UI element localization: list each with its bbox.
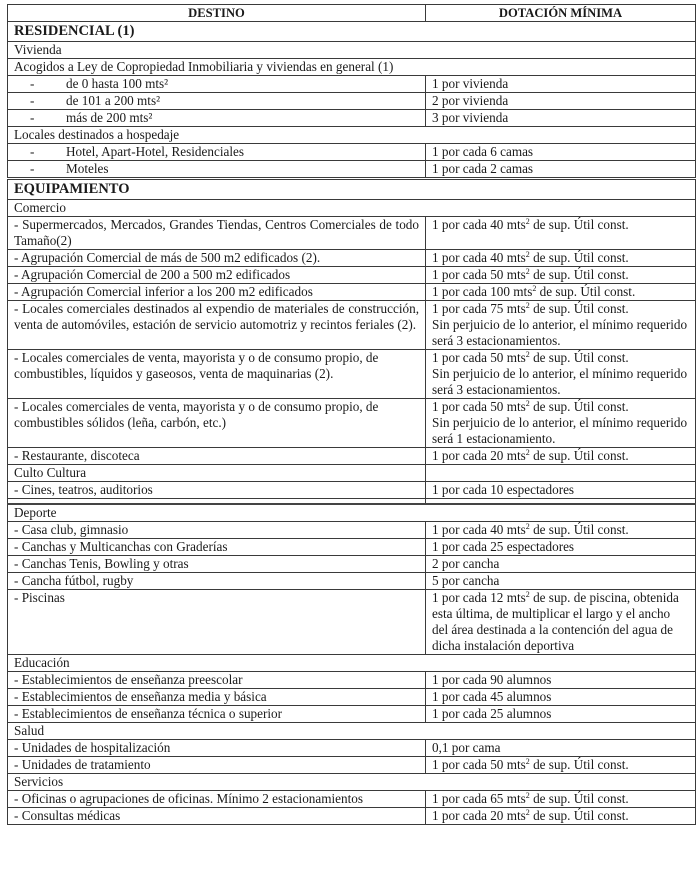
table-row: - más de 200 mts² 3 por vivienda: [8, 110, 696, 127]
destino-cell: - Casa club, gimnasio: [8, 522, 426, 539]
dotacion-cell: 1 por cada 25 espectadores: [426, 539, 696, 556]
destino-cell: - Oficinas o agrupaciones de oficinas. Mínimo 2 estacionamientos: [8, 791, 426, 808]
destino-cell: más de 200 mts²: [66, 110, 153, 125]
destino-cell: - Locales comerciales destinados al expendio de materiales de construcción, venta de automóviles, estación de servicio automotriz y recintos feriales (2).: [8, 301, 426, 350]
destino-cell: - Piscinas: [8, 590, 426, 655]
table-row: [8, 590, 696, 655]
dotacion-cell: 1 por cada 50 mts$^2$ de sup. Útil const.: [426, 267, 696, 284]
header-destino: DESTINO: [8, 5, 426, 22]
destino-cell: - Locales comerciales de venta, mayorista y o de consumo propio, de combustibles sólidos (leña, carbón, etc.): [8, 399, 426, 448]
group-label-educacion: Educación: [8, 655, 696, 672]
table-row: [8, 350, 696, 399]
table-row: - Hotel, Apart-Hotel, Residenciales 1 por cada 6 camas: [8, 144, 696, 161]
dotacion-cell: 1 por cada 50 mts$^2$ de sup. Útil const. Sin perjuicio de lo anterior, el mínimo requerido será 1 estacionamiento.: [426, 399, 696, 448]
destino-cell: - Unidades de hospitalización: [8, 740, 426, 757]
table-row: [8, 399, 696, 448]
group-label-vivienda: Vivienda: [8, 42, 696, 59]
table-row: [8, 740, 696, 757]
destino-cell: - Locales comerciales de venta, mayorista y o de consumo propio, de combustibles, líquidos y gaseosos, venta de maquinarias (2).: [8, 350, 426, 399]
destino-cell: Moteles: [66, 161, 109, 176]
residencial-table: [7, 4, 696, 178]
dotacion-cell: 1 por cada 2 camas: [426, 161, 696, 178]
destino-cell: - Cines, teatros, auditorios: [8, 482, 426, 499]
table-row: [8, 556, 696, 573]
group-sublabel-copropiedad: Acogidos a Ley de Copropiedad Inmobiliaria y viviendas en general (1): [8, 59, 696, 76]
dotacion-cell: 1 por cada 20 mts$^2$ de sup. Útil const.: [426, 448, 696, 465]
group-label-salud: Salud: [8, 723, 696, 740]
destino-cell: - Establecimientos de enseñanza técnica o superior: [8, 706, 426, 723]
equipamiento-table: [7, 179, 696, 825]
destino-cell: - Establecimientos de enseñanza media y básica: [8, 689, 426, 706]
group-label-comercio: Comercio: [8, 200, 696, 217]
header-dotacion: DOTACIÓN MÍNIMA: [426, 5, 696, 22]
dotacion-cell: 1 por cada 6 camas: [426, 144, 696, 161]
dotacion-cell: 1 por cada 50 mts$^2$ de sup. Útil const. Sin perjuicio de lo anterior, el mínimo requerido será 3 estacionamientos.: [426, 350, 696, 399]
destino-cell: - Consultas médicas: [8, 808, 426, 825]
table-row: [8, 672, 696, 689]
group-label-deporte: Deporte: [8, 504, 696, 522]
table-row: [8, 284, 696, 301]
table-row: [8, 522, 696, 539]
table-row: - de 0 hasta 100 mts² 1 por vivienda: [8, 76, 696, 93]
destino-cell: - Cancha fútbol, rugby: [8, 573, 426, 590]
dotacion-cell: 3 por vivienda: [426, 110, 696, 127]
group-label-servicios: Servicios: [8, 774, 696, 791]
dotacion-cell: 5 por cancha: [426, 573, 696, 590]
table-row: [8, 689, 696, 706]
table-row: [8, 301, 696, 350]
empty-cell: [426, 465, 696, 482]
dotacion-cell: 1 por cada 12 mts$^2$ de sup. de piscina, obtenida esta última, de multiplicar el largo y el ancho del área destinada a la contención del agua de dicha instalación deportiva: [426, 590, 696, 655]
dotacion-cell: 1 por cada 40 mts$^2$ de sup. Útil const.: [426, 522, 696, 539]
dotacion-cell: 1 por cada 90 alumnos: [426, 672, 696, 689]
dotacion-cell: 2 por cancha: [426, 556, 696, 573]
dotacion-cell: 1 por cada 20 mts$^2$ de sup. Útil const.: [426, 808, 696, 825]
group-label-hospedaje: Locales destinados a hospedaje: [8, 127, 696, 144]
table-row: [8, 808, 696, 825]
dotacion-cell: 0,1 por cama: [426, 740, 696, 757]
table-row: [8, 757, 696, 774]
table-row: [8, 573, 696, 590]
table-row: [8, 448, 696, 465]
table-row: [8, 706, 696, 723]
table-row: - Moteles 1 por cada 2 camas: [8, 161, 696, 178]
dotacion-cell: 1 por cada 10 espectadores: [426, 482, 696, 499]
dotacion-cell: 1 por cada 100 mts$^2$ de sup. Útil const.: [426, 284, 696, 301]
dotacion-cell: 1 por cada 75 mts$^2$ de sup. Útil const. Sin perjuicio de lo anterior, el mínimo requerido será 3 estacionamientos.: [426, 301, 696, 350]
destino-cell: - Agrupación Comercial de 200 a 500 m2 edificados: [8, 267, 426, 284]
section-title-residencial: RESIDENCIAL (1): [8, 22, 696, 42]
section-title-equipamiento: EQUIPAMIENTO: [8, 180, 696, 200]
destino-cell: - Canchas y Multicanchas con Graderías: [8, 539, 426, 556]
table-row: [8, 250, 696, 267]
destino-cell: - Establecimientos de enseñanza preescolar: [8, 672, 426, 689]
destino-cell: - Restaurante, discoteca: [8, 448, 426, 465]
destino-cell: - Unidades de tratamiento: [8, 757, 426, 774]
table-row: [8, 217, 696, 250]
table-row: - de 101 a 200 mts² 2 por vivienda: [8, 93, 696, 110]
destino-cell: Hotel, Apart-Hotel, Residenciales: [66, 144, 244, 159]
destino-cell: de 101 a 200 mts²: [66, 93, 161, 108]
table-row: [8, 267, 696, 284]
dotacion-cell: 1 por cada 25 alumnos: [426, 706, 696, 723]
dotacion-cell: 1 por cada 45 alumnos: [426, 689, 696, 706]
table-row: [8, 791, 696, 808]
destino-cell: de 0 hasta 100 mts²: [66, 76, 169, 91]
dotacion-cell: 2 por vivienda: [426, 93, 696, 110]
dotacion-cell: 1 por cada 40 mts$^2$ de sup. Útil const.: [426, 217, 696, 250]
destino-cell: - Canchas Tenis, Bowling y otras: [8, 556, 426, 573]
dotacion-cell: 1 por cada 50 mts$^2$ de sup. Útil const.: [426, 757, 696, 774]
table-row: [8, 539, 696, 556]
dotacion-cell: 1 por cada 40 mts$^2$ de sup. Útil const.: [426, 250, 696, 267]
dotacion-cell: 1 por vivienda: [426, 76, 696, 93]
dotacion-cell: 1 por cada 65 mts$^2$ de sup. Útil const.: [426, 791, 696, 808]
table-row: [8, 482, 696, 499]
destino-cell: - Agrupación Comercial de más de 500 m2 edificados (2).: [8, 250, 426, 267]
destino-cell: - Agrupación Comercial inferior a los 200 m2 edificados: [8, 284, 426, 301]
table-header-row: [8, 5, 696, 22]
group-label-culto: Culto Cultura: [8, 465, 426, 482]
destino-cell: - Supermercados, Mercados, Grandes Tiendas, Centros Comerciales de todo Tamaño(2): [8, 217, 426, 250]
